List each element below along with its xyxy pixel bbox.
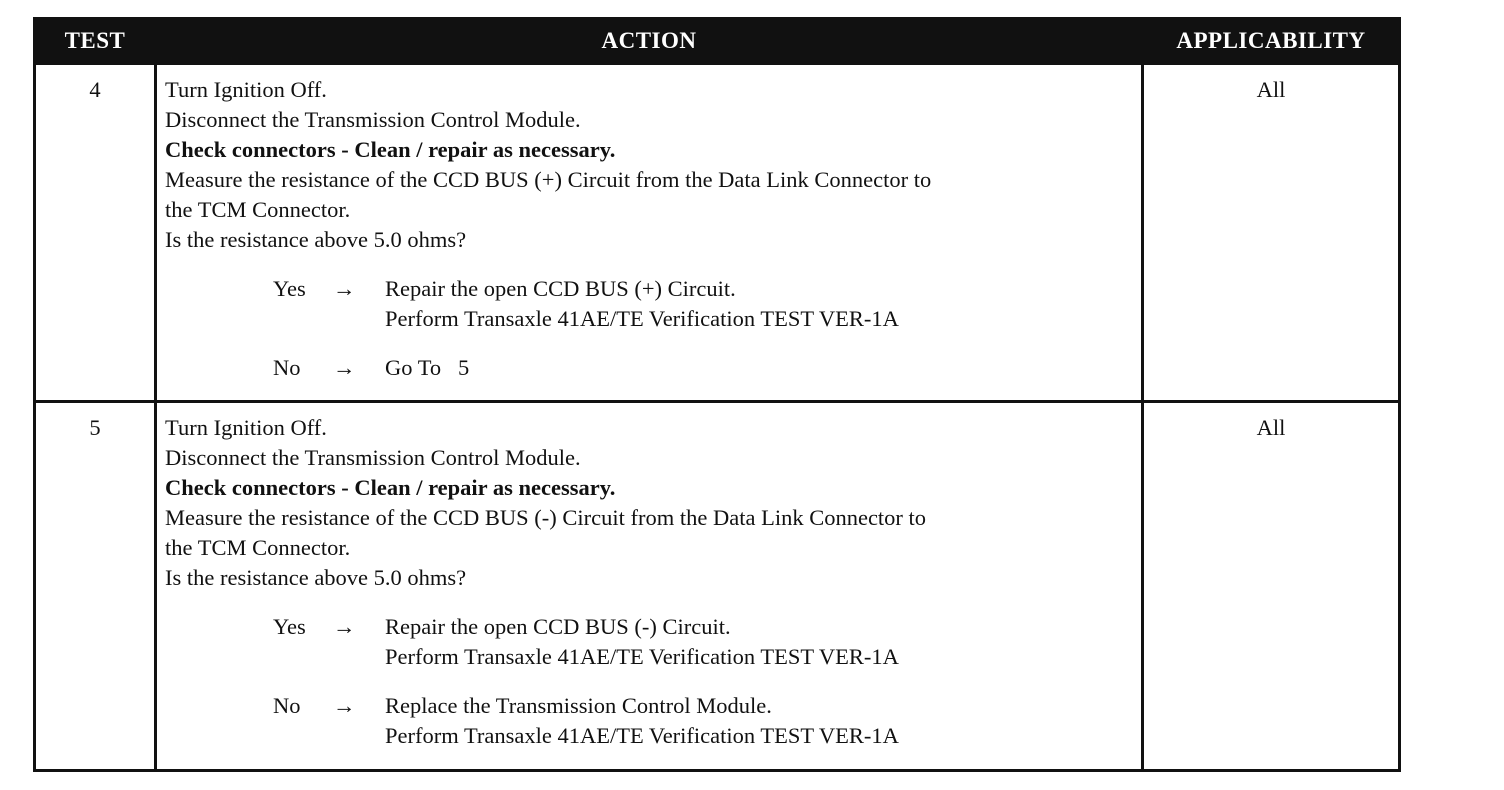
result-line: Repair the open CCD BUS (+) Circuit.: [385, 276, 736, 301]
test-applicability: All: [1143, 402, 1400, 771]
test-applicability: All: [1143, 64, 1400, 402]
result-line: Perform Transaxle 41AE/TE Verification TEST VER-1A: [385, 723, 899, 748]
result-yes: [165, 612, 1141, 672]
test-row-4: [35, 64, 1400, 402]
action-step-warning: Check connectors - Clean / repair as necessary.: [165, 475, 616, 500]
right-arrow-icon: →: [333, 693, 356, 718]
header-test: TEST: [35, 19, 156, 64]
result-body: [385, 612, 1141, 672]
action-step: the TCM Connector.: [165, 197, 351, 222]
result-line: Perform Transaxle 41AE/TE Verification TEST VER-1A: [385, 644, 899, 669]
action-step: the TCM Connector.: [165, 535, 351, 560]
test-action: [156, 402, 1143, 771]
action-step: Measure the resistance of the CCD BUS (+) Circuit from the Data Link Connector to: [165, 167, 932, 192]
result-line: Go To 5: [385, 355, 470, 380]
action-question: Is the resistance above 5.0 ohms?: [165, 227, 467, 252]
header-applicability: APPLICABILITY: [1143, 19, 1400, 64]
result-no: [165, 353, 1141, 383]
right-arrow-icon: →: [333, 276, 356, 301]
result-body: [385, 274, 1141, 334]
action-step: Turn Ignition Off.: [165, 77, 327, 102]
action-step: Measure the resistance of the CCD BUS (-) Circuit from the Data Link Connector to: [165, 505, 927, 530]
diagnostic-procedure-table: [33, 17, 1401, 772]
result-label: Yes: [273, 614, 306, 639]
right-arrow-icon: →: [333, 614, 356, 639]
test-row-5: [35, 402, 1400, 771]
test-number: 4: [35, 64, 156, 402]
action-step-warning: Check connectors - Clean / repair as necessary.: [165, 137, 616, 162]
action-step: Disconnect the Transmission Control Module.: [165, 445, 581, 470]
result-label: No: [273, 355, 301, 380]
result-label: No: [273, 693, 301, 718]
test-number: 5: [35, 402, 156, 771]
header-row: [35, 19, 1400, 64]
result-label: Yes: [273, 276, 306, 301]
result-body: [385, 353, 1141, 383]
test-action: [156, 64, 1143, 402]
result-line: Perform Transaxle 41AE/TE Verification TEST VER-1A: [385, 306, 899, 331]
result-no: [165, 691, 1141, 751]
right-arrow-icon: →: [333, 355, 356, 380]
action-question: Is the resistance above 5.0 ohms?: [165, 565, 467, 590]
result-yes: [165, 274, 1141, 334]
result-line: Replace the Transmission Control Module.: [385, 693, 772, 718]
action-step: Turn Ignition Off.: [165, 415, 327, 440]
result-body: [385, 691, 1141, 751]
result-line: Repair the open CCD BUS (-) Circuit.: [385, 614, 731, 639]
header-action: ACTION: [156, 19, 1143, 64]
action-step: Disconnect the Transmission Control Module.: [165, 107, 581, 132]
